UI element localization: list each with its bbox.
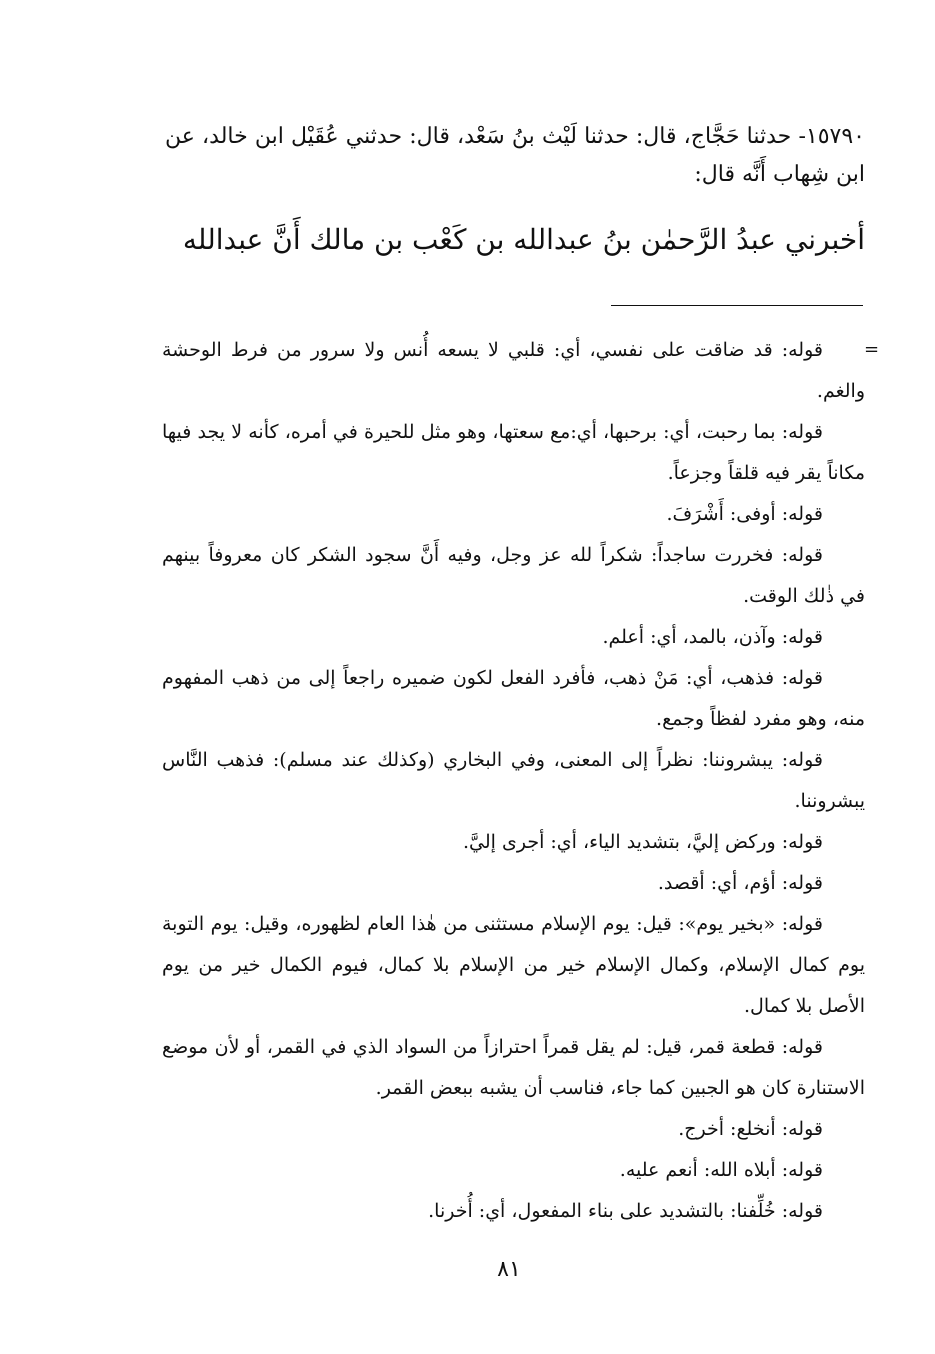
footnote-text: قوله: أنخلع: أخرج. [678,1118,823,1140]
hadith-isnad: ١٥٧٩٠- حدثنا حَجَّاج، قال: حدثنا لَيْث بنُ سَعْد، قال: حدثني عُقَيْل ابن خالد، عن ابن شِهاب أَنَّه قال: [165,124,865,187]
footnote-paragraph [162,1191,865,1232]
page-number: ٨١ [497,1257,521,1282]
footnote-separator [611,305,863,306]
footnote-text: قوله: وآذن، بالمد، أي: أعلم. [602,626,823,648]
footnote-paragraph [162,1150,865,1191]
footnote-paragraph [162,822,865,863]
footnote-paragraph [162,863,865,904]
footnote-paragraph [162,494,865,535]
footnote-paragraph [162,1109,865,1150]
footnote-paragraph [162,740,865,822]
footnote-paragraph [162,330,865,412]
footnote-text: قوله: أبلاه الله: أنعم عليه. [619,1159,823,1181]
footnote-text: قوله: فخررت ساجداً: شكراً لله عز وجل، وفيه أَنَّ سجود الشكر كان معروفاً بينهم في ذٰلك الوقت. [162,544,865,607]
footnote-text: قوله: أوفى: أَشْرَفَ. [666,503,823,525]
footnote-text: قوله: يبشروننا: نظراً إلى المعنى، وفي البخاري (وكذلك عند مسلم): فذهب النَّاس يبشروننا. [162,749,865,812]
footnote-paragraph [162,658,865,740]
footnote-paragraph [162,412,865,494]
footnote-paragraph [162,1027,865,1109]
continuation-marker: = [864,339,880,360]
footnote-text: قوله: بما رحبت، أي: برحبها، أي:مع سعتها، وهو مثل للحيرة في أمره، كأنه لا يجد فيها مكاناً يقر فيه قلقاً وجزعاً. [162,421,865,484]
footnotes [162,330,865,1232]
footnote-text: قوله: قد ضاقت على نفسي، أي: قلبي لا يسعه أُنس ولا سرور من فرط الوحشة والغم. [162,339,865,402]
footnote-text: قوله: خُلِّفنا: بالتشديد على بناء المفعول، أي: أُخرنا. [428,1200,823,1222]
footnote-paragraph [162,904,865,1027]
hadith-matn-start: أخبرني عبدُ الرَّحمٰن بنُ عبدالله بن كَعْب بن مالك أَنَّ عبدالله [182,223,865,256]
footnote-text: قوله: وركض إليَّ، بتشديد الياء، أي: أجرى إليَّ. [463,831,823,853]
footnote-paragraph [162,617,865,658]
footnote-paragraph [162,535,865,617]
footnote-text: قوله: أؤم، أي: أقصد. [657,872,823,894]
footnote-text: قوله: قطعة قمر، قيل: لم يقل قمراً احترازاً من السواد الذي في القمر، أو لأن موضع الاستنارة كان هو الجبين كما جاء، فناسب أن يشبه ببعض القمر. [162,1036,865,1099]
footnote-text: قوله: فذهب، أي: مَنْ ذهب، فأفرد الفعل لكون ضميره راجعاً إلى من ذهب المفهوم منه، وهو مفرد لفظاً وجمع. [162,667,865,730]
footnote-text: قوله: «بخير يوم»: قيل: يوم الإسلام مستثنى من هٰذا العام لظهوره، وقيل: يوم التوبة يوم كمال الإسلام، وكمال الإسلام خير من الإسلام بلا كمال، فيوم الكمال خير من يوم الأصل بلا كمال. [162,913,865,1017]
